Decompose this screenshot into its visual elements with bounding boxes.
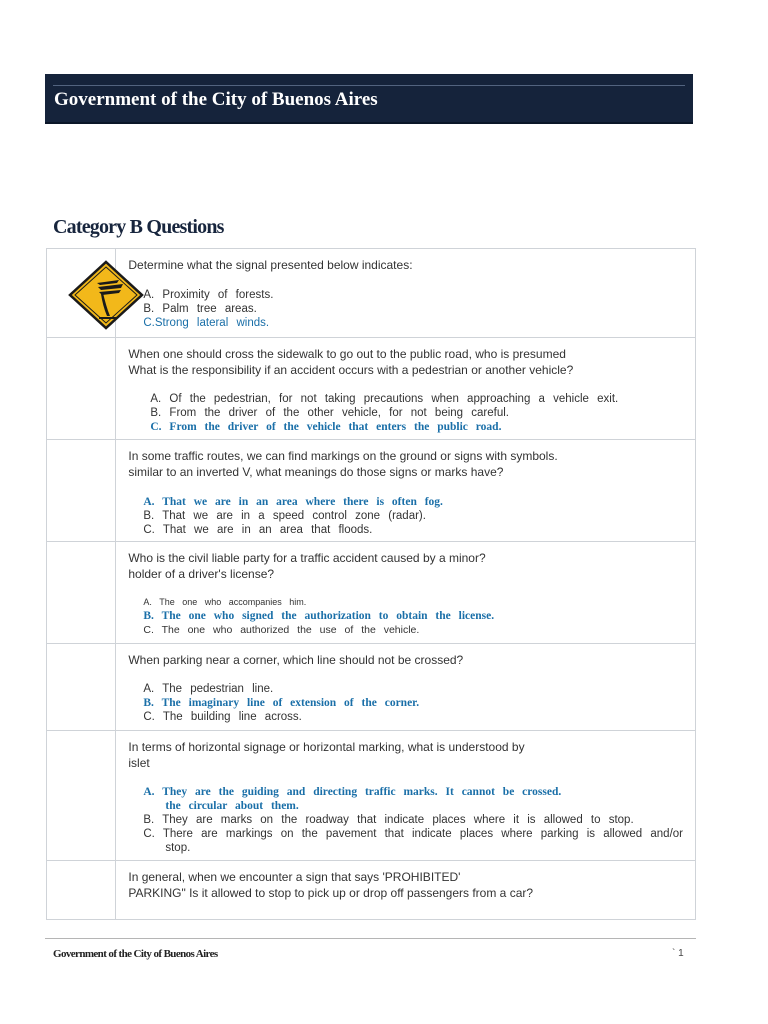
question-text: When one should cross the sidewalk to go out to the public road, who is presumed — [128, 347, 566, 361]
question-text: similar to an inverted V, what meanings do those signs or marks have? — [128, 465, 504, 479]
option-a: A. Of the pedestrian, for not taking precautions when approaching a vehicle exit. — [150, 393, 619, 405]
icon-cell — [47, 861, 116, 920]
options-list — [128, 682, 683, 724]
question-cell — [116, 861, 696, 920]
question-row — [47, 731, 696, 861]
option-b: B. That we are in a speed control zone (radar). — [143, 510, 426, 522]
questions-table — [46, 248, 696, 920]
header-banner — [45, 74, 693, 124]
question-text: Who is the civil liable party for a traffic accident caused by a minor? — [128, 551, 486, 565]
options-list — [128, 392, 683, 434]
page-number: ` 1 — [672, 948, 684, 959]
question-cell — [116, 542, 696, 644]
question-text: holder of a driver's license? — [128, 567, 275, 581]
option-b: B. They are marks on the roadway that indicate places where it is allowed to stop. — [143, 814, 634, 826]
options-list — [128, 288, 683, 330]
icon-cell — [47, 440, 116, 542]
icon-cell — [47, 542, 116, 644]
option-a: A. The one who accompanies him. — [143, 597, 307, 607]
question-cell — [116, 440, 696, 542]
option-c-correct: C.Strong lateral winds. — [143, 317, 270, 329]
option-a-correct: A. That we are in an area where there is often fog. — [143, 496, 443, 508]
option-c: C. The one who authorized the use of the vehicle. — [143, 624, 420, 636]
question-text: PARKING" Is it allowed to stop to pick up or drop off passengers from a car? — [128, 886, 534, 900]
option-a-text: A. They are the guiding and directing traffic marks. It cannot be crossed. — [143, 786, 562, 798]
question-row — [47, 249, 696, 338]
question-row — [47, 440, 696, 542]
icon-cell — [47, 338, 116, 440]
option-b: B. Palm tree areas. — [143, 303, 257, 315]
option-b-correct: B. The one who signed the authorization to obtain the license. — [143, 610, 495, 622]
option-c — [143, 827, 683, 855]
question-row — [47, 644, 696, 731]
option-a: A. Proximity of forests. — [143, 289, 274, 301]
section-title: Category B Questions — [53, 216, 224, 238]
options-list — [128, 495, 683, 537]
option-c-correct: C. From the driver of the vehicle that enters the public road. — [150, 421, 502, 433]
question-text: When parking near a corner, which line should not be crossed? — [128, 653, 464, 667]
footer-title: Government of the City of Buenos Aires — [53, 948, 218, 960]
question-cell — [116, 249, 696, 338]
option-a: A. The pedestrian line. — [143, 683, 274, 695]
icon-cell — [47, 644, 116, 731]
question-text: Determine what the signal presented below indicates: — [128, 258, 413, 272]
question-text: In general, when we encounter a sign that says 'PROHIBITED' — [128, 870, 461, 884]
question-row — [47, 542, 696, 644]
question-cell — [116, 644, 696, 731]
question-text: islet — [128, 756, 150, 770]
option-a-correct — [143, 785, 683, 813]
option-b: B. From the driver of the other vehicle, for not being careful. — [150, 407, 509, 419]
option-c: C. The building line across. — [143, 711, 302, 723]
question-cell — [116, 338, 696, 440]
options-list — [128, 785, 683, 855]
header-title: Government of the City of Buenos Aires — [54, 89, 378, 110]
option-b-correct: B. The imaginary line of extension of the corner. — [143, 697, 420, 709]
question-row — [47, 338, 696, 440]
footer-divider — [45, 938, 696, 939]
option-c-continuation: stop. — [165, 842, 191, 854]
icon-cell — [47, 249, 116, 338]
question-text: In some traffic routes, we can find markings on the ground or signs with symbols. — [128, 449, 558, 463]
option-c: C. That we are in an area that floods. — [143, 524, 373, 536]
question-text: In terms of horizontal signage or horizontal marking, what is understood by — [128, 740, 525, 754]
question-row — [47, 861, 696, 920]
icon-cell — [47, 731, 116, 861]
options-list — [128, 596, 683, 637]
question-text: What is the responsibility if an accident occurs with a pedestrian or another vehicle? — [128, 363, 574, 377]
question-cell — [116, 731, 696, 861]
option-a-continuation: the circular about them. — [165, 800, 299, 812]
option-c-text: C. There are markings on the pavement that indicate places where parking is allowed and/or — [143, 828, 683, 840]
